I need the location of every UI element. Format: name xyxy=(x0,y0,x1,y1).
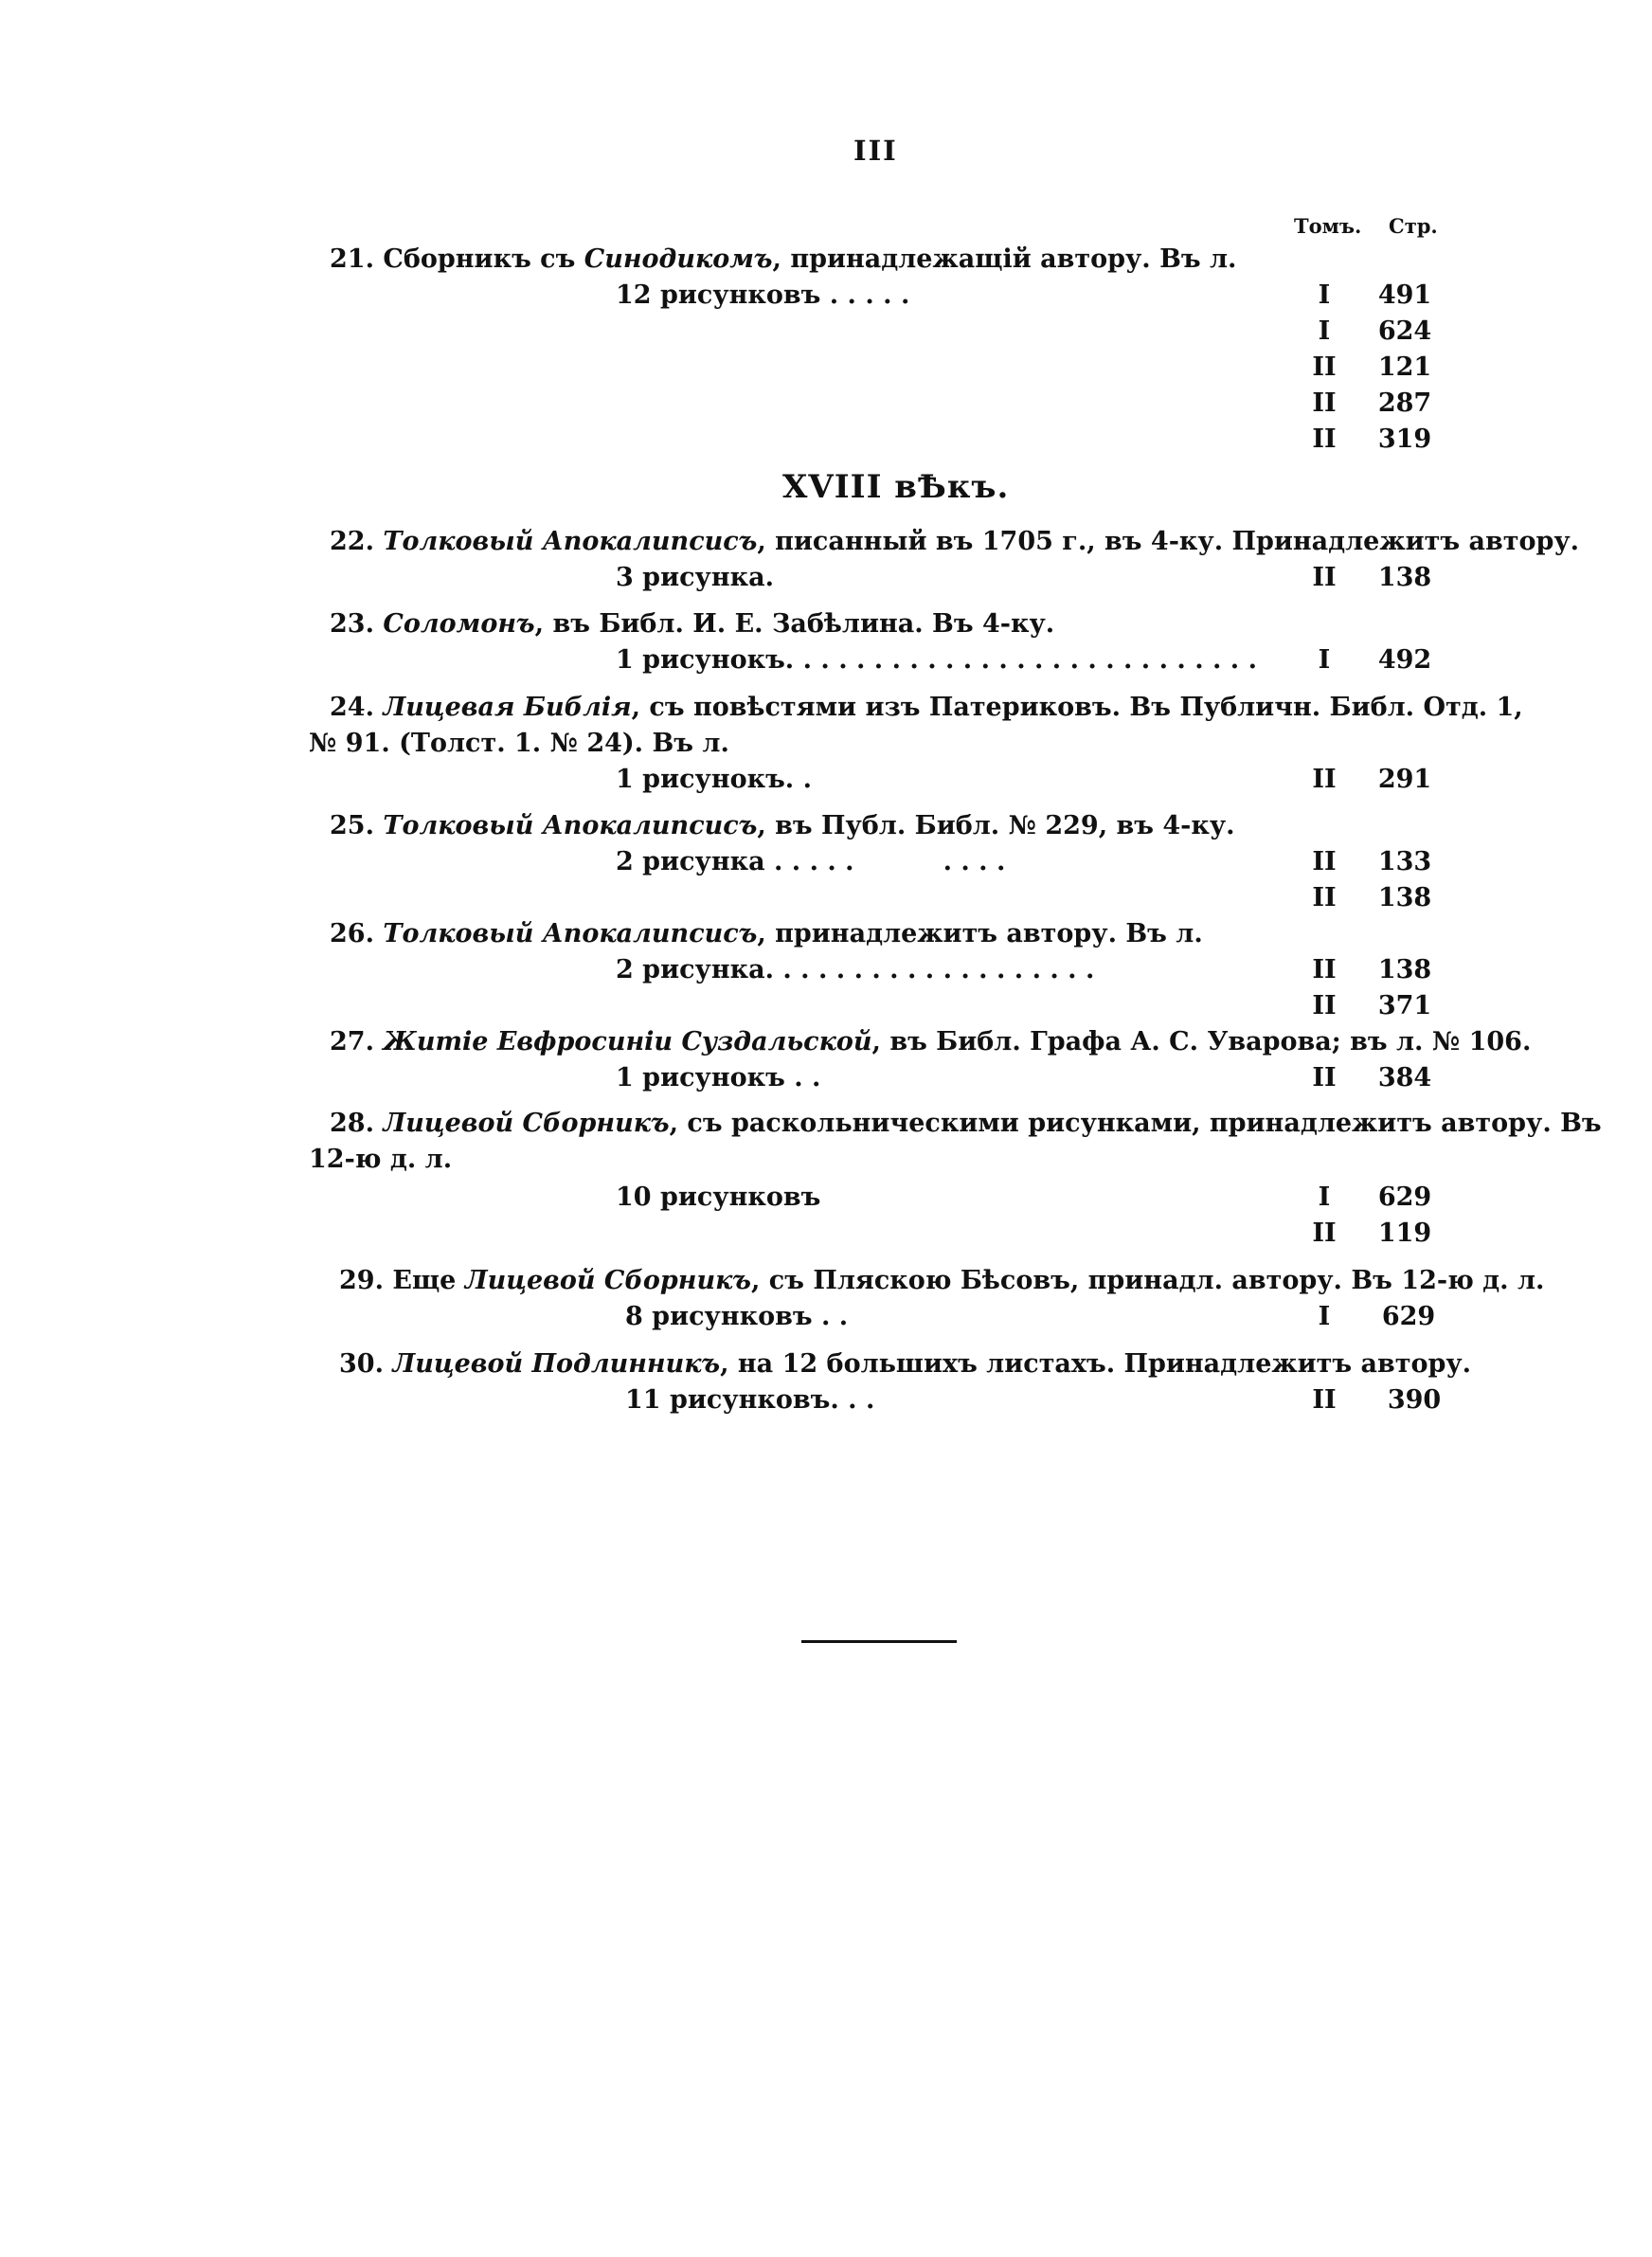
entry-page: 384 xyxy=(1377,1063,1432,1092)
entry-volume: I xyxy=(1318,316,1331,346)
entry-page: 492 xyxy=(1377,645,1432,675)
entry-volume: I xyxy=(1318,1302,1331,1331)
entry-title-line: 29. Еще Лицевой Сборникъ, съ Пляскою Бѣсовъ, принадл. автору. Въ 12-ю д. л. xyxy=(339,1266,1545,1295)
entry-volume: II xyxy=(1312,955,1337,984)
entry-page: 138 xyxy=(1377,955,1432,984)
entry-volume: I xyxy=(1318,1183,1331,1212)
entry-illustration-count: 2 рисунка . . . . . . . . . xyxy=(616,847,1006,876)
entry-page: 291 xyxy=(1377,765,1432,794)
entry-page: 624 xyxy=(1377,316,1432,346)
entry-page: 121 xyxy=(1377,352,1432,382)
entry-title-line: 24. Лицевая Библія, съ повѣстями изъ Патериковъ. Въ Публичн. Библ. Отд. 1, xyxy=(330,693,1523,722)
entry-page: 138 xyxy=(1377,563,1432,592)
entry-volume: I xyxy=(1318,645,1331,675)
entry-page: 629 xyxy=(1381,1302,1436,1331)
entry-page: 319 xyxy=(1377,424,1432,454)
entry-title-line: 28. Лицевой Сборникъ, съ раскольническими рисунками, принадлежитъ автору. Въ xyxy=(330,1109,1602,1138)
closing-rule xyxy=(801,1640,957,1643)
entry-volume: II xyxy=(1312,352,1337,382)
entry-illustration-count: 8 рисунковъ . . xyxy=(625,1302,849,1331)
entry-title-line: 21. Сборникъ съ Синодикомъ, принадлежащій автору. Въ л. xyxy=(330,244,1237,274)
entry-illustration-count: 10 рисунковъ xyxy=(616,1183,821,1212)
entry-volume: II xyxy=(1312,883,1337,912)
entry-page: 629 xyxy=(1377,1183,1432,1212)
entry-page: 133 xyxy=(1377,847,1432,876)
column-header-volume: Томъ. xyxy=(1294,214,1362,238)
entry-illustration-count: 1 рисунокъ. . . . . . . . . . . . . . . . . . . . . . . . . . . xyxy=(616,645,1257,675)
entry-title-line: 25. Толковый Апокалипсисъ, въ Публ. Библ. № 229, въ 4-ку. xyxy=(330,811,1235,840)
entry-volume: II xyxy=(1312,424,1337,454)
entry-page: 491 xyxy=(1377,280,1432,310)
entry-title-line: 12-ю д. л. xyxy=(309,1145,453,1174)
column-header-page: Стр. xyxy=(1389,214,1438,238)
section-title: XVIII вѢкъ. xyxy=(782,468,1010,506)
entry-title-line: № 91. (Толст. 1. № 24). Въ л. xyxy=(309,729,729,758)
entry-volume: II xyxy=(1312,991,1337,1020)
entry-illustration-count: 1 рисунокъ . . xyxy=(616,1063,821,1092)
entry-volume: II xyxy=(1312,563,1337,592)
entry-illustration-count: 12 рисунковъ . . . . . xyxy=(616,280,910,310)
entry-volume: II xyxy=(1312,1219,1337,1248)
entry-volume: I xyxy=(1318,280,1331,310)
entry-page: 119 xyxy=(1377,1219,1432,1248)
entry-volume: II xyxy=(1312,765,1337,794)
entry-page: 390 xyxy=(1387,1385,1442,1415)
entry-page: 371 xyxy=(1377,991,1432,1020)
entry-title-line: 23. Соломонъ, въ Библ. И. Е. Забѣлина. Въ 4-ку. xyxy=(330,609,1055,639)
entry-title-line: 27. Житіе Евфросиніи Суздальской, въ Библ. Графа А. С. Уварова; въ л. № 106. xyxy=(330,1027,1532,1056)
entry-illustration-count: 1 рисунокъ. . xyxy=(616,765,812,794)
entry-title-line: 22. Толковый Апокалипсисъ, писанный въ 1705 г., въ 4-ку. Принадлежитъ автору. xyxy=(330,527,1580,556)
entry-volume: II xyxy=(1312,388,1337,418)
entry-title-line: 30. Лицевой Подлинникъ, на 12 большихъ листахъ. Принадлежитъ автору. xyxy=(339,1349,1472,1379)
entry-illustration-count: 2 рисунка. . . . . . . . . . . . . . . . . . . xyxy=(616,955,1095,984)
entry-page: 138 xyxy=(1377,883,1432,912)
entry-volume: II xyxy=(1312,1063,1337,1092)
entry-illustration-count: 3 рисунка. xyxy=(616,563,774,592)
page-number: III xyxy=(853,135,898,167)
entry-page: 287 xyxy=(1377,388,1432,418)
entry-title-line: 26. Толковый Апокалипсисъ, принадлежитъ автору. Въ л. xyxy=(330,919,1203,948)
entry-volume: II xyxy=(1312,847,1337,876)
entry-volume: II xyxy=(1312,1385,1337,1415)
entry-illustration-count: 11 рисунковъ. . . xyxy=(625,1385,875,1415)
